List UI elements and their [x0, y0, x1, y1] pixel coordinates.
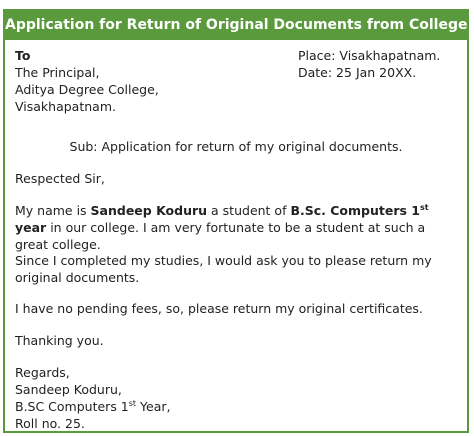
signer-course	[15, 398, 457, 415]
student-name: Sandeep Koduru	[90, 203, 208, 218]
signer-course-ordinal: st	[128, 399, 137, 408]
place-text: Place: Visakhapatnam.	[298, 48, 441, 63]
salutation: Respected Sir,	[15, 171, 105, 186]
since-paragraph: Since I completed my studies, I would ask you to please return my original documents.	[15, 253, 432, 285]
thanks-line: Thanking you.	[15, 333, 104, 348]
fees-paragraph: I have no pending fees, so, please return my original certificates.	[15, 301, 423, 316]
intro-mid: a student of	[207, 203, 291, 218]
recipient-line-2: Aditya Degree College,	[15, 82, 159, 97]
intro-pre: My name is	[15, 203, 91, 218]
signer-name: Sandeep Koduru,	[15, 382, 122, 397]
course-ordinal: st	[419, 203, 429, 212]
place-date-block	[298, 47, 440, 81]
intro-post: in our college. I am very fortunate to be a student at such a great college.	[15, 220, 426, 252]
course-year: year	[15, 220, 47, 235]
letter-title: Application for Return of Original Documents from College	[5, 11, 467, 40]
recipient-line-3: Visakhapatnam.	[15, 99, 116, 114]
date-text: Date: 25 Jan 20XX.	[298, 65, 417, 80]
recipient-line-1: The Principal,	[15, 65, 100, 80]
signer-course-text: B.SC Computers 1	[15, 399, 129, 414]
regards-line: Regards,	[15, 365, 70, 380]
signer-course-year: Year,	[136, 399, 171, 414]
intro-paragraph	[15, 202, 457, 253]
recipient-block	[15, 47, 159, 115]
course-text: B.Sc. Computers 1	[290, 203, 420, 218]
subject-line: Sub: Application for return of my original documents.	[69, 139, 403, 154]
letter-frame	[3, 9, 469, 433]
to-label: To	[15, 48, 31, 63]
roll-number: Roll no. 25.	[15, 416, 85, 431]
closing-block	[15, 364, 457, 432]
